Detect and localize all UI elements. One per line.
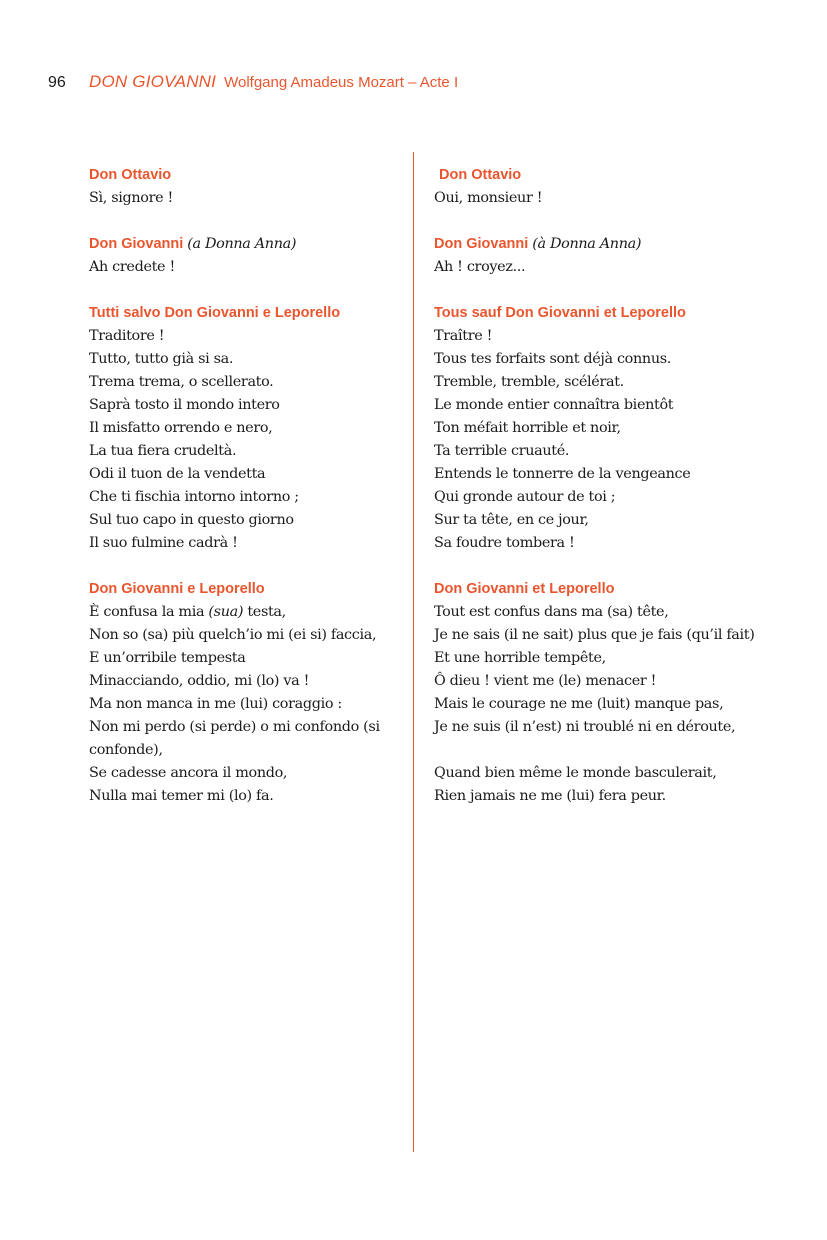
italian-column <box>89 164 399 831</box>
speaker-line <box>434 302 754 325</box>
verse-line: Nulla mai temer mi (lo) fa. <box>89 788 274 804</box>
verse-line: Tremble, tremble, scélérat. <box>434 374 624 390</box>
verse-line: Ta terrible cruauté. <box>434 443 570 459</box>
verse-line: Ton méfait horrible et noir, <box>434 420 621 436</box>
verse-line <box>89 601 399 624</box>
verse-line: Traître ! <box>434 328 493 344</box>
verse-line: Ah ! croyez... <box>434 259 526 275</box>
french-block-duo <box>434 578 754 808</box>
speaker-name: Tutti salvo Don Giovanni e Leporello <box>89 305 341 321</box>
verse-line: Saprà tosto il mondo intero <box>89 397 280 413</box>
verse-line: Le monde entier connaîtra bientôt <box>434 397 674 413</box>
verse-line: Sur ta tête, en ce jour, <box>434 512 589 528</box>
verse-line: Quand bien même le monde basculerait, <box>434 765 717 781</box>
italian-block-ottavio <box>89 164 399 210</box>
verse-line: Rien jamais ne me (lui) fera peur. <box>434 788 666 804</box>
opera-subtitle: Wolfgang Amadeus Mozart – Acte I <box>224 74 459 91</box>
verse-line: Ô dieu ! vient me (le) menacer ! <box>434 673 657 689</box>
verse-line: Sa foudre tombera ! <box>434 535 575 551</box>
verse-line: Se cadesse ancora il mondo, <box>89 765 288 781</box>
page-header <box>48 72 458 94</box>
page-number: 96 <box>48 74 66 91</box>
speaker-line <box>434 164 754 187</box>
verse-line: Tutto, tutto già si sa. <box>89 351 234 367</box>
verse-line: Non so (sa) più quelch’io mi (ei si) faccia, <box>89 627 377 643</box>
verse-line: Il misfatto orrendo e nero, <box>89 420 273 436</box>
speaker-line <box>434 233 754 256</box>
speaker-line <box>89 164 399 187</box>
verse-line: Je ne sais (il ne sait) plus que je fais (qu’il fait) <box>434 627 755 643</box>
verse-text: testa, <box>243 604 286 620</box>
french-block-tous <box>434 302 754 555</box>
verse-line: Non mi perdo (si perde) o mi confondo (si confonde), <box>89 719 380 758</box>
verse-line: Che ti fischia intorno intorno ; <box>89 489 299 505</box>
stage-direction: (a Donna Anna) <box>187 236 297 252</box>
verse-line: Tout est confus dans ma (sa) tête, <box>434 604 669 620</box>
stage-direction: (à Donna Anna) <box>532 236 642 252</box>
opera-title: DON GIOVANNI <box>89 72 217 91</box>
verse-line: Oui, monsieur ! <box>434 190 543 206</box>
verse-line: Ma non manca in me (lui) coraggio : <box>89 696 342 712</box>
speaker-name: Don Giovanni et Leporello <box>434 581 615 597</box>
speaker-name: Don Giovanni <box>434 236 529 252</box>
speaker-name: Don Ottavio <box>439 167 522 183</box>
column-divider <box>413 152 414 1152</box>
verse-line: Entends le tonnerre de la vengeance <box>434 466 691 482</box>
verse-line: E un’orribile tempesta <box>89 650 246 666</box>
verse-line: Il suo fulmine cadrà ! <box>89 535 238 551</box>
italian-block-tutti <box>89 302 399 555</box>
verse-line: Odi il tuon de la vendetta <box>89 466 266 482</box>
french-column <box>434 164 754 831</box>
italian-block-duo <box>89 578 399 808</box>
verse-text: È confusa la mia <box>89 604 209 620</box>
verse-line: La tua fiera crudeltà. <box>89 443 237 459</box>
speaker-name: Don Giovanni <box>89 236 184 252</box>
verse-italic-text: (sua) <box>208 604 244 620</box>
verse-line: Qui gronde autour de toi ; <box>434 489 616 505</box>
speaker-line <box>434 578 754 601</box>
speaker-line <box>89 233 399 256</box>
french-block-giovanni <box>434 233 754 279</box>
verse-line: Mais le courage ne me (luit) manque pas, <box>434 696 724 712</box>
french-block-ottavio <box>434 164 754 210</box>
speaker-line <box>89 578 399 601</box>
verse-line: Trema trema, o scellerato. <box>89 374 274 390</box>
speaker-line <box>89 302 399 325</box>
verse-line: Tous tes forfaits sont déjà connus. <box>434 351 672 367</box>
verse-line <box>434 739 754 762</box>
verse-line: Et une horrible tempête, <box>434 650 606 666</box>
verse-line: Minacciando, oddio, mi (lo) va ! <box>89 673 310 689</box>
speaker-name: Don Ottavio <box>89 167 172 183</box>
verse-line: Je ne suis (il n’est) ni troublé ni en déroute, <box>434 719 736 735</box>
verse-line: Ah credete ! <box>89 259 175 275</box>
italian-block-giovanni <box>89 233 399 279</box>
speaker-name: Don Giovanni e Leporello <box>89 581 265 597</box>
verse-line: Sul tuo capo in questo giorno <box>89 512 294 528</box>
verse-line: Traditore ! <box>89 328 165 344</box>
speaker-name: Tous sauf Don Giovanni et Leporello <box>434 305 686 321</box>
verse-line: Sì, signore ! <box>89 190 173 206</box>
